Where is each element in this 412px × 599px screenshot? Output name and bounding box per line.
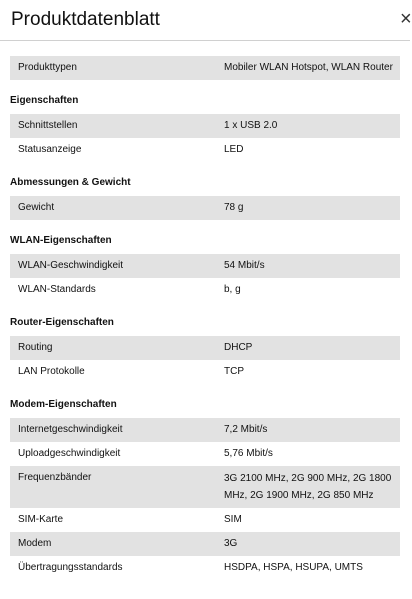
datasheet-content xyxy=(0,41,410,580)
row-label: WLAN-Geschwindigkeit xyxy=(18,260,124,271)
row-value: 54 Mbit/s xyxy=(224,260,265,271)
table-row xyxy=(10,508,400,532)
row-value: TCP xyxy=(224,366,244,377)
row-label: Statusanzeige xyxy=(18,144,82,155)
section-abmessungen xyxy=(10,172,400,220)
row-label: Uploadgeschwindigkeit xyxy=(18,448,121,459)
row-label: WLAN-Standards xyxy=(18,284,96,295)
section-title: Router-Eigenschaften xyxy=(10,317,114,328)
row-value: 78 g xyxy=(224,202,244,213)
table-row xyxy=(10,556,400,580)
close-icon[interactable]: × xyxy=(400,8,412,30)
row-label: Routing xyxy=(18,342,53,353)
section-router xyxy=(10,312,400,384)
table-row xyxy=(10,138,400,162)
table-row xyxy=(10,114,400,138)
table-row xyxy=(10,278,400,302)
row-value: 7,2 Mbit/s xyxy=(224,424,268,435)
section-title: Abmessungen & Gewicht xyxy=(10,177,131,188)
section-title: Eigenschaften xyxy=(10,95,79,106)
table-row xyxy=(10,336,400,360)
row-value: SIM xyxy=(224,514,242,525)
row-label: SIM-Karte xyxy=(18,514,64,525)
table-row xyxy=(10,254,400,278)
table-row xyxy=(10,196,400,220)
table-row xyxy=(10,532,400,556)
row-value: b, g xyxy=(224,284,241,295)
row-value: 1 x USB 2.0 xyxy=(224,120,278,131)
table-row xyxy=(10,360,400,384)
section-title: Modem-Eigenschaften xyxy=(10,399,117,410)
row-label: Modem xyxy=(18,538,52,549)
row-label: Übertragungsstandards xyxy=(18,562,123,573)
row-label: Schnittstellen xyxy=(18,120,78,131)
row-value: 5,76 Mbit/s xyxy=(224,448,273,459)
row-value: 3G 2100 MHz, 2G 900 MHz, 2G 1800 MHz, 2G 1900 MHz, 2G 850 MHz xyxy=(224,473,392,501)
row-value: 3G xyxy=(224,538,238,549)
section-modem xyxy=(10,394,400,580)
row-value: Mobiler WLAN Hotspot, WLAN Router xyxy=(224,62,393,73)
section-title: WLAN-Eigenschaften xyxy=(10,235,112,246)
row-label: Produkttypen xyxy=(18,62,77,73)
row-label: LAN Protokolle xyxy=(18,366,85,377)
row-value: DHCP xyxy=(224,342,253,353)
header xyxy=(0,0,410,41)
row-label: Frequenzbänder xyxy=(18,472,92,483)
section-eigenschaften xyxy=(10,90,400,162)
row-value: LED xyxy=(224,144,244,155)
table-row xyxy=(10,56,400,80)
row-label: Internetgeschwindigkeit xyxy=(18,424,123,435)
table-row xyxy=(10,466,400,508)
page-title: Produktdatenblatt xyxy=(11,9,160,30)
table-row xyxy=(10,442,400,466)
row-label: Gewicht xyxy=(18,202,55,213)
row-value: HSDPA, HSPA, HSUPA, UMTS xyxy=(224,562,363,573)
section-wlan xyxy=(10,230,400,302)
table-row xyxy=(10,418,400,442)
